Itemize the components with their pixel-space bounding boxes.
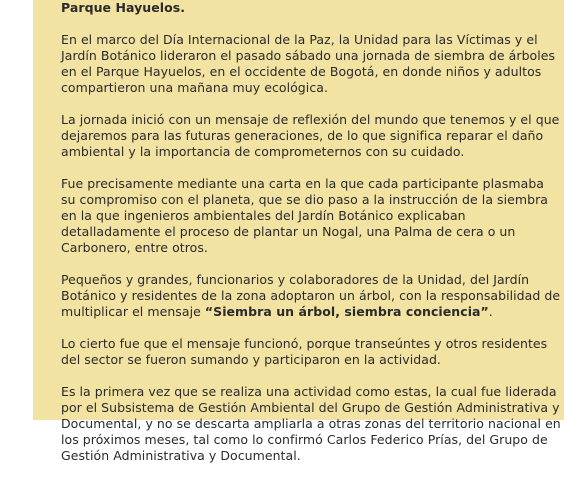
intro-paragraph [61,0,561,16]
paragraph-4-text: Pequeños y grandes, funcionarios y colaboradores de la Unidad, del Jardín Botánico y residentes de la zona adoptaron un árbol, con la responsabilidad de multiplicar el mensaje [61,272,561,319]
intro-highlight: Parque Hayuelos. [61,0,185,15]
article-body [61,0,561,480]
paragraph-6: Es la primera vez que se realiza una actividad como estas, la cual fue liderada por el Subsistema de Gestión Ambiental del Grupo de Gestión Administrativa y Documental, y no se descarta ampliarla a otras zonas del territorio nacional en los próximos meses, tal como lo confirmó Carlos Federico Prías, del Grupo de Gestión Administrativa y Documental. [61,384,561,463]
paragraph-2: La jornada inició con un mensaje de reflexión del mundo que tenemos y el que dejaremos para las futuras generaciones, de lo que significa reparar el daño ambiental y la importancia de comprometernos con su cuidado. [61,112,560,159]
article-panel [33,0,564,463]
paragraph-4 [61,272,561,320]
paragraph-5: Lo cierto fue que el mensaje funcionó, porque transeúntes y otros residentes del sector se fueron sumando y participaron en la actividad. [61,336,548,367]
paragraph-1: En el marco del Día Internacional de la Paz, la Unidad para las Víctimas y el Jardín Botánico lideraron el pasado sábado una jornada de siembra de árboles en el Parque Hayuelos, en el occidente de Bogotá, en donde niños y adultos compartieron una mañana muy ecológica. [61,32,556,95]
paragraph-4-end: . [488,304,493,319]
slogan-quote: “Siembra un árbol, siembra conciencia” [204,304,489,319]
paragraph-3: Fue precisamente mediante una carta en la que cada participante plasmaba su compromiso con el planeta, que se dio paso a la instrucción de la siembra en la que ingenieros ambientales del Jardín Botánico explicaban detalladamente el proceso de plantar un Nogal, una Palma de cera o un Carbonero, entre otros. [61,176,548,255]
